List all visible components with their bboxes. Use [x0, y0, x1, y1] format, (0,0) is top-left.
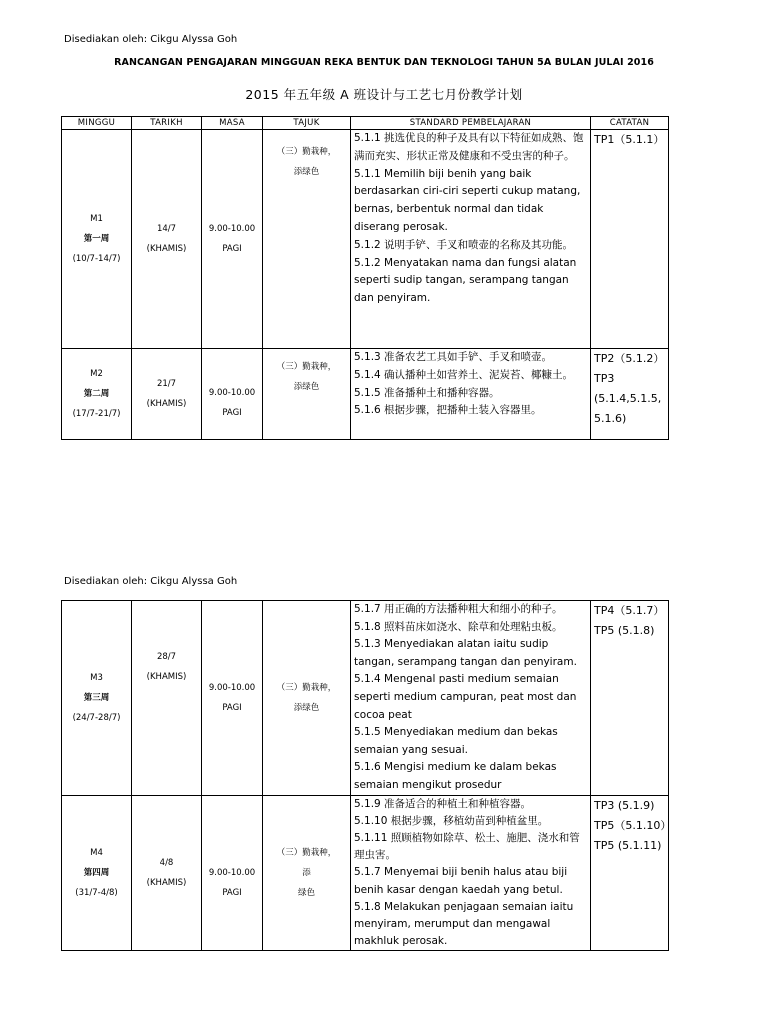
topic-cell: （三）勤栽种， 添 绿色 — [263, 795, 351, 951]
week-cell: M3 第三周 (24/7-28/7) — [62, 601, 132, 796]
date-cell: 28/7 (KHAMIS) — [132, 601, 202, 796]
time-cell: 9.00-10.00 PAGI — [202, 601, 263, 796]
time-cell: 9.00-10.00 PAGI — [202, 130, 263, 349]
header-standard: STANDARD PEMBELAJARAN — [351, 117, 591, 130]
time-cell: 9.00-10.00 PAGI — [202, 795, 263, 951]
date-cell: 21/7 (KHAMIS) — [132, 349, 202, 440]
notes-cell: TP1（5.1.1） — [591, 130, 669, 349]
week-cell: M4 第四周 (31/7-4/8) — [62, 795, 132, 951]
header-tajuk: TAJUK — [263, 117, 351, 130]
time-cell: 9.00-10.00 PAGI — [202, 349, 263, 440]
standard-cell: 5.1.3 准备农艺工具如手铲、手叉和喷壶。 5.1.4 确认播种土如营养土、泥炭苔、椰糠土。 5.1.5 准备播种土和播种容器。 5.1.6 根据步骤，把播种土装入容器里。 — [351, 349, 591, 440]
table-row — [62, 795, 669, 951]
table-header-row — [62, 117, 669, 130]
standard-cell: 5.1.7 用正确的方法播种粗大和细小的种子。 5.1.8 照料苗床如浇水、除草和处理粘虫板。 5.1.3 Menyediakan alatan iaitu sudip tangan, serampang tangan dan penyiram. 5.1.4 Mengenal pasti medium semaian seperti medium campuran, peat most dan cocoa peat 5.1.5 Menyediakan medium dan bekas semaian yang sesuai. 5.1.6 Mengisi medium ke dalam bekas semaian mengikut prosedur — [351, 601, 591, 796]
notes-cell: TP2（5.1.2） TP3 (5.1.4,5.1.5, 5.1.6) — [591, 349, 669, 440]
topic-cell: （三）勤栽种， 添绿色 — [263, 601, 351, 796]
week-cell: M1 第一周 (10/7-14/7) — [62, 130, 132, 349]
standard-cell: 5.1.9 准备适合的种植土和种植容器。 5.1.10 根据步骤，移植幼苗到种植盆里。 5.1.11 照顾植物如除草、松土、施肥、浇水和管理虫害。 5.1.7 Menyemai biji benih halus atau biji benih kasar dengan kaedah yang betul. 5.1.8 Melakukan penjagaan semaian iaitu menyiram, merumput dan mengawal makhluk perosak. — [351, 795, 591, 951]
header-masa: MASA — [202, 117, 263, 130]
notes-cell: TP3 (5.1.9) TP5（5.1.10） TP5 (5.1.11) — [591, 795, 669, 951]
standard-cell: 5.1.1 挑选优良的种子及具有以下特征如成熟、饱满而充实、形状正常及健康和不受虫害的种子。 5.1.1 Memilih biji benih yang baik berdasarkan ciri-ciri seperti cukup matang, bernas, berbentuk normal dan tidak diserang perosak. 5.1.2 说明手铲、手叉和喷壶的名称及其功能。 5.1.2 Menyatakan nama dan fungsi alatan seperti sudip tangan, serampang tangan dan penyiram. — [351, 130, 591, 349]
table-row — [62, 349, 669, 440]
prepared-by-page-2: Disediakan oleh: Cikgu Alyssa Goh — [64, 576, 238, 587]
table-row — [62, 130, 669, 349]
topic-cell: （三）勤栽种， 添绿色 — [263, 349, 351, 440]
topic-cell: （三）勤栽种， 添绿色 — [263, 130, 351, 349]
header-tarikh: TARIKH — [132, 117, 202, 130]
header-minggu: MINGGU — [62, 117, 132, 130]
lesson-plan-table-1 — [61, 116, 669, 440]
document-title-chinese: 2015 年五年级 A 班设计与工艺七月份教学计划 — [245, 87, 523, 102]
notes-cell: TP4（5.1.7） TP5 (5.1.8) — [591, 601, 669, 796]
date-cell: 4/8 (KHAMIS) — [132, 795, 202, 951]
lesson-plan-table-2 — [61, 600, 672, 951]
week-cell: M2 第二周 (17/7-21/7) — [62, 349, 132, 440]
header-catatan: CATATAN — [591, 117, 669, 130]
date-cell: 14/7 (KHAMIS) — [132, 130, 202, 349]
table-row — [62, 601, 669, 796]
prepared-by: Disediakan oleh: Cikgu Alyssa Goh — [64, 34, 238, 45]
document-title: RANCANGAN PENGAJARAN MINGGUAN REKA BENTUK DAN TEKNOLOGI TAHUN 5A BULAN JULAI 2016 — [114, 57, 654, 68]
